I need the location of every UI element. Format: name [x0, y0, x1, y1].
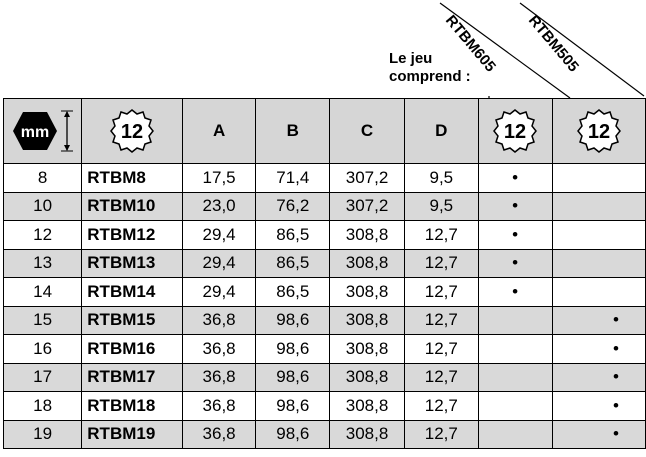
cell-mm: 8	[4, 164, 82, 193]
cell-reference: RTBM18	[82, 392, 182, 421]
cell-c: 308,8	[330, 363, 405, 392]
cell-set-rtbm605: •	[478, 192, 552, 221]
cell-b: 71,4	[256, 164, 330, 193]
cell-reference: RTBM15	[82, 306, 182, 335]
cell-b: 98,6	[256, 420, 330, 449]
hexagon-mm-icon	[7, 106, 79, 156]
cell-set-rtbm605	[478, 335, 552, 364]
spec-table	[3, 98, 646, 449]
kit-contents-label	[389, 50, 471, 86]
header-socket	[82, 99, 182, 164]
cell-b: 98,6	[256, 363, 330, 392]
cell-set-rtbm605: •	[478, 249, 552, 278]
set2-icon-label: 12	[587, 121, 610, 143]
cell-set-rtbm605: •	[478, 221, 552, 250]
cell-set-rtbm505: •	[552, 306, 645, 335]
socket-icon-label: 12	[120, 121, 144, 143]
set-name-rtbm505: RTBM505	[524, 12, 582, 76]
cell-c: 308,8	[330, 306, 405, 335]
cell-c: 308,8	[330, 392, 405, 421]
cell-c: 307,2	[330, 164, 405, 193]
cell-d: 12,7	[404, 306, 478, 335]
cell-c: 308,8	[330, 335, 405, 364]
twelve-point-socket-icon	[574, 106, 624, 156]
cell-c: 308,8	[330, 221, 405, 250]
table-row	[4, 306, 646, 335]
set1-icon-label: 12	[503, 121, 527, 143]
cell-set-rtbm605	[478, 306, 552, 335]
cell-mm: 17	[4, 363, 82, 392]
cell-d: 12,7	[404, 249, 478, 278]
cell-a: 23,0	[182, 192, 256, 221]
cell-d: 12,7	[404, 278, 478, 307]
mm-icon-label: mm	[20, 124, 49, 141]
cell-set-rtbm505	[552, 221, 645, 250]
cell-reference: RTBM8	[82, 164, 182, 193]
cell-c: 308,8	[330, 249, 405, 278]
cell-reference: RTBM17	[82, 363, 182, 392]
table-row	[4, 420, 646, 449]
table-row	[4, 392, 646, 421]
kit-label-line1: Le jeu	[389, 50, 433, 67]
kit-header	[0, 0, 646, 98]
twelve-point-socket-icon	[490, 106, 540, 156]
header-c: C	[330, 99, 405, 164]
header-d: D	[404, 99, 478, 164]
cell-set-rtbm505: •	[552, 420, 645, 449]
cell-mm: 19	[4, 420, 82, 449]
cell-reference: RTBM13	[82, 249, 182, 278]
kit-label-line2: comprend :	[389, 68, 471, 85]
cell-mm: 13	[4, 249, 82, 278]
set-name-rtbm605: RTBM605	[441, 12, 499, 76]
table-body	[4, 164, 646, 449]
table-row	[4, 192, 646, 221]
cell-a: 36,8	[182, 306, 256, 335]
header-b: B	[256, 99, 330, 164]
cell-b: 86,5	[256, 249, 330, 278]
cell-mm: 16	[4, 335, 82, 364]
cell-reference: RTBM10	[82, 192, 182, 221]
cell-d: 12,7	[404, 392, 478, 421]
cell-c: 308,8	[330, 420, 405, 449]
table-row	[4, 249, 646, 278]
cell-a: 29,4	[182, 221, 256, 250]
cell-set-rtbm505	[552, 192, 645, 221]
cell-set-rtbm605	[478, 392, 552, 421]
cell-d: 12,7	[404, 420, 478, 449]
cell-mm: 15	[4, 306, 82, 335]
cell-a: 36,8	[182, 363, 256, 392]
cell-d: 9,5	[404, 192, 478, 221]
header-mm	[4, 99, 82, 164]
cell-b: 86,5	[256, 278, 330, 307]
cell-set-rtbm605: •	[478, 278, 552, 307]
cell-a: 29,4	[182, 278, 256, 307]
table-row	[4, 221, 646, 250]
cell-b: 86,5	[256, 221, 330, 250]
cell-a: 36,8	[182, 420, 256, 449]
cell-set-rtbm605	[478, 420, 552, 449]
cell-b: 98,6	[256, 335, 330, 364]
cell-mm: 14	[4, 278, 82, 307]
cell-b: 98,6	[256, 306, 330, 335]
cell-reference: RTBM16	[82, 335, 182, 364]
cell-set-rtbm505	[552, 249, 645, 278]
cell-set-rtbm605: •	[478, 164, 552, 193]
cell-set-rtbm505	[552, 278, 645, 307]
header-set-rtbm505	[552, 99, 645, 164]
cell-set-rtbm505: •	[552, 335, 645, 364]
cell-reference: RTBM14	[82, 278, 182, 307]
cell-reference: RTBM12	[82, 221, 182, 250]
cell-c: 308,8	[330, 278, 405, 307]
cell-b: 76,2	[256, 192, 330, 221]
cell-set-rtbm505	[552, 164, 645, 193]
cell-set-rtbm505: •	[552, 392, 645, 421]
cell-set-rtbm505: •	[552, 363, 645, 392]
cell-d: 12,7	[404, 363, 478, 392]
cell-d: 9,5	[404, 164, 478, 193]
cell-set-rtbm605	[478, 363, 552, 392]
cell-mm: 18	[4, 392, 82, 421]
table-row	[4, 335, 646, 364]
table-row	[4, 164, 646, 193]
cell-b: 98,6	[256, 392, 330, 421]
cell-mm: 12	[4, 221, 82, 250]
cell-a: 17,5	[182, 164, 256, 193]
table-row	[4, 363, 646, 392]
table-header-row	[4, 99, 646, 164]
header-a: A	[182, 99, 256, 164]
cell-a: 36,8	[182, 392, 256, 421]
cell-mm: 10	[4, 192, 82, 221]
cell-c: 307,2	[330, 192, 405, 221]
cell-reference: RTBM19	[82, 420, 182, 449]
cell-a: 29,4	[182, 249, 256, 278]
header-set-rtbm605	[478, 99, 552, 164]
twelve-point-socket-icon	[107, 106, 157, 156]
cell-d: 12,7	[404, 221, 478, 250]
cell-a: 36,8	[182, 335, 256, 364]
cell-d: 12,7	[404, 335, 478, 364]
table-row	[4, 278, 646, 307]
